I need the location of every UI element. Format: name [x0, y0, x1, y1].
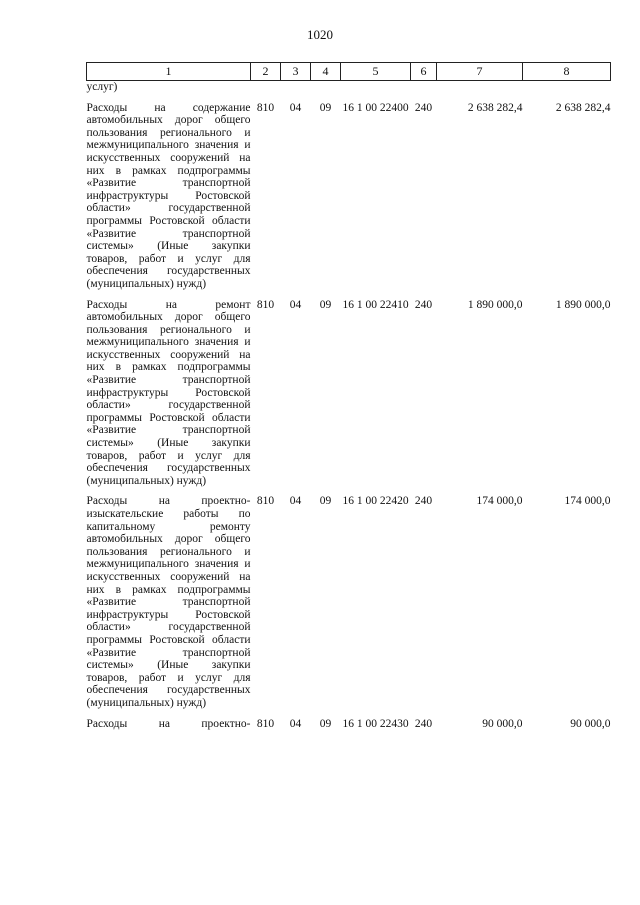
table-row [87, 710, 611, 731]
header-cell-2: 2 [251, 63, 281, 81]
header-cell-1: 1 [87, 63, 251, 81]
cell-expense-type: 240 [414, 298, 433, 311]
cell-amount-2: 174 000,0 [564, 495, 611, 508]
cell-subsection: 09 [319, 495, 332, 508]
cell-ministry-code: 810 [256, 101, 275, 114]
cell-target-article: 16 1 00 22400 [342, 101, 409, 114]
row-description: Расходы на проектно-изыскательские работы по капитальному ремонту автомобильных дорог общего пользования регионального и межмуниципального значения и искусственных сооружений на них в рамках подпрограммы «Развитие транспортной инфраструктуры Ростовской области» государственной программы Ростовской области «Развитие транспортной системы» (Иные закупки товаров, работ и услуг для обеспечения государственных (муниципальных) нужд) [86, 495, 251, 709]
cell-section: 04 [289, 495, 302, 508]
cell-target-article: 16 1 00 22410 [342, 298, 409, 311]
cell-amount-1: 2 638 282,4 [467, 101, 523, 114]
cell-expense-type: 240 [414, 101, 433, 114]
header-cell-6: 6 [411, 63, 437, 81]
continuation-text: услуг) [86, 81, 118, 93]
row-description: Расходы на проектно- [86, 717, 251, 730]
cell-target-article: 16 1 00 22430 [342, 717, 409, 730]
header-cell-7: 7 [437, 63, 523, 81]
cell-ministry-code: 810 [256, 717, 275, 730]
continuation-row [87, 81, 611, 94]
cell-ministry-code: 810 [256, 298, 275, 311]
table-row [87, 291, 611, 488]
cell-section: 04 [289, 717, 302, 730]
header-row [87, 63, 611, 81]
cell-subsection: 09 [319, 298, 332, 311]
cell-expense-type: 240 [414, 495, 433, 508]
cell-amount-1: 1 890 000,0 [467, 298, 523, 311]
row-description: Расходы на ремонт автомобильных дорог общего пользования регионального и межмуниципального значения и искусственных сооружений на них в рамках подпрограммы «Развитие транспортной инфраструктуры Ростовской области» государственной программы Ростовской области «Развитие транспортной системы» (Иные закупки товаров, работ и услуг для обеспечения государственных (муниципальных) нужд) [86, 298, 251, 487]
header-cell-4: 4 [311, 63, 341, 81]
cell-target-article: 16 1 00 22420 [342, 495, 409, 508]
page-number: 1020 [307, 27, 333, 42]
cell-amount-1: 90 000,0 [482, 717, 523, 730]
header-cell-8: 8 [523, 63, 611, 81]
table-row [87, 487, 611, 709]
budget-table [86, 62, 611, 730]
cell-amount-2: 90 000,0 [570, 717, 611, 730]
table-row [87, 94, 611, 291]
cell-amount-2: 1 890 000,0 [555, 298, 611, 311]
cell-subsection: 09 [319, 101, 332, 114]
cell-amount-2: 2 638 282,4 [555, 101, 611, 114]
cell-ministry-code: 810 [256, 495, 275, 508]
row-description: Расходы на содержание автомобильных дорог общего пользования регионального и межмуниципального значения и искусственных сооружений на них в рамках подпрограммы «Развитие транспортной инфраструктуры Ростовской области» государственной программы Ростовской области «Развитие транспортной системы» (Иные закупки товаров, работ и услуг для обеспечения государственных (муниципальных) нужд) [86, 101, 251, 290]
header-cell-5: 5 [341, 63, 411, 81]
cell-section: 04 [289, 298, 302, 311]
header-cell-3: 3 [281, 63, 311, 81]
cell-expense-type: 240 [414, 717, 433, 730]
cell-subsection: 09 [319, 717, 332, 730]
cell-section: 04 [289, 101, 302, 114]
cell-amount-1: 174 000,0 [476, 495, 523, 508]
